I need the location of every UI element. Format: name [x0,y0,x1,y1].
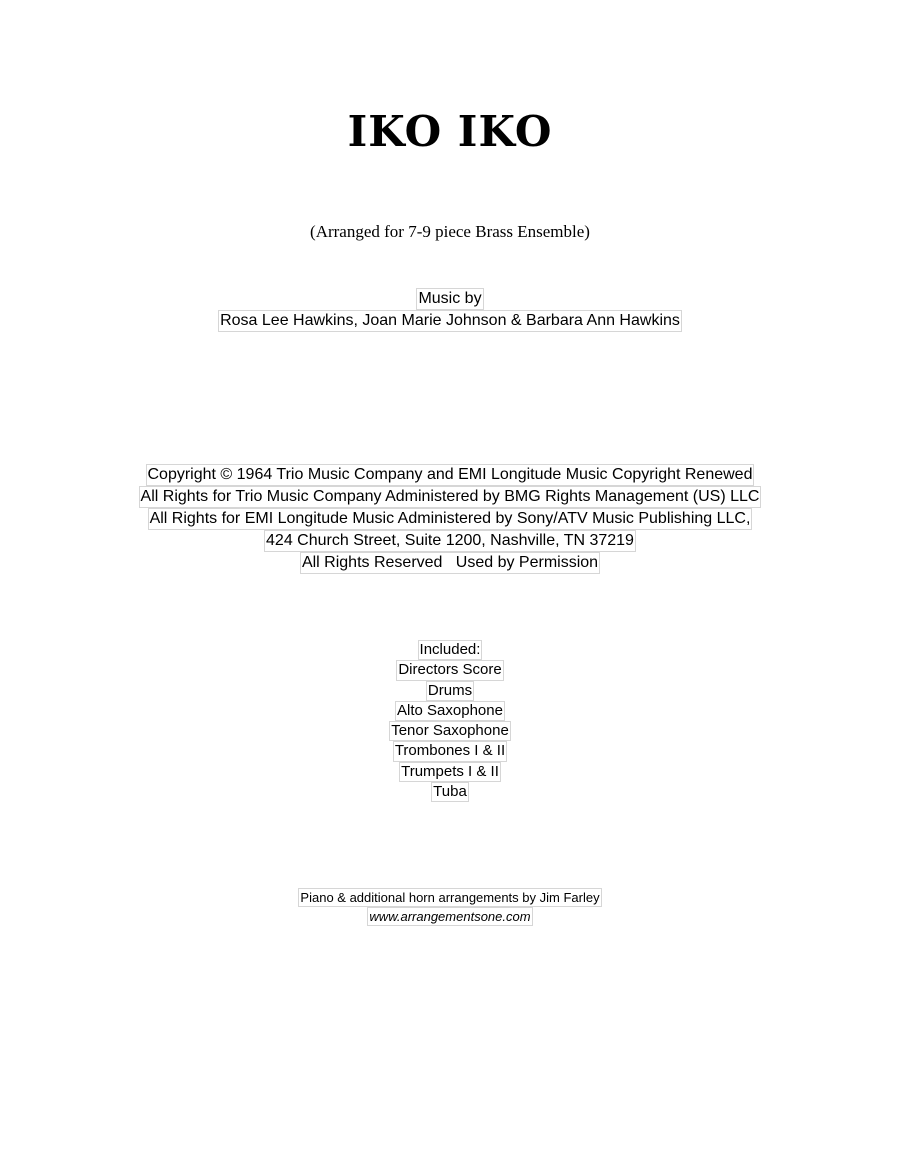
copyright-line: Copyright © 1964 Trio Music Company and EMI Longitude Music Copyright Renewed [146,464,755,486]
list-item: Tenor Saxophone [389,721,511,741]
list-item: Directors Score [396,660,503,680]
arranger-credits [0,888,900,926]
included-label: Included: [418,640,483,660]
copyright-notice [0,464,900,574]
music-by-section [0,288,900,332]
list-item: Alto Saxophone [395,701,505,721]
list-item: Tuba [431,782,469,802]
list-item: Trombones I & II [393,741,507,761]
arranger-credit: Piano & additional horn arrangements by Jim Farley [300,890,600,905]
list-item: Drums [426,681,474,701]
included-parts-list [0,640,900,802]
music-by-label: Music by [416,288,483,310]
copyright-line: All Rights for Trio Music Company Administered by BMG Rights Management (US) LLC [139,486,762,508]
website-link[interactable]: www.arrangementsone.com [369,909,531,924]
copyright-line: All Rights Reserved Used by Permission [300,552,600,574]
copyright-line: All Rights for EMI Longitude Music Administered by Sony/ATV Music Publishing LLC, [148,508,753,530]
composers: Rosa Lee Hawkins, Joan Marie Johnson & Barbara Ann Hawkins [218,310,682,332]
score-subtitle: (Arranged for 7-9 piece Brass Ensemble) [310,222,590,241]
list-item: Trumpets I & II [399,762,501,782]
score-title: IKO IKO [347,107,553,156]
copyright-line: 424 Church Street, Suite 1200, Nashville, TN 37219 [264,530,636,552]
